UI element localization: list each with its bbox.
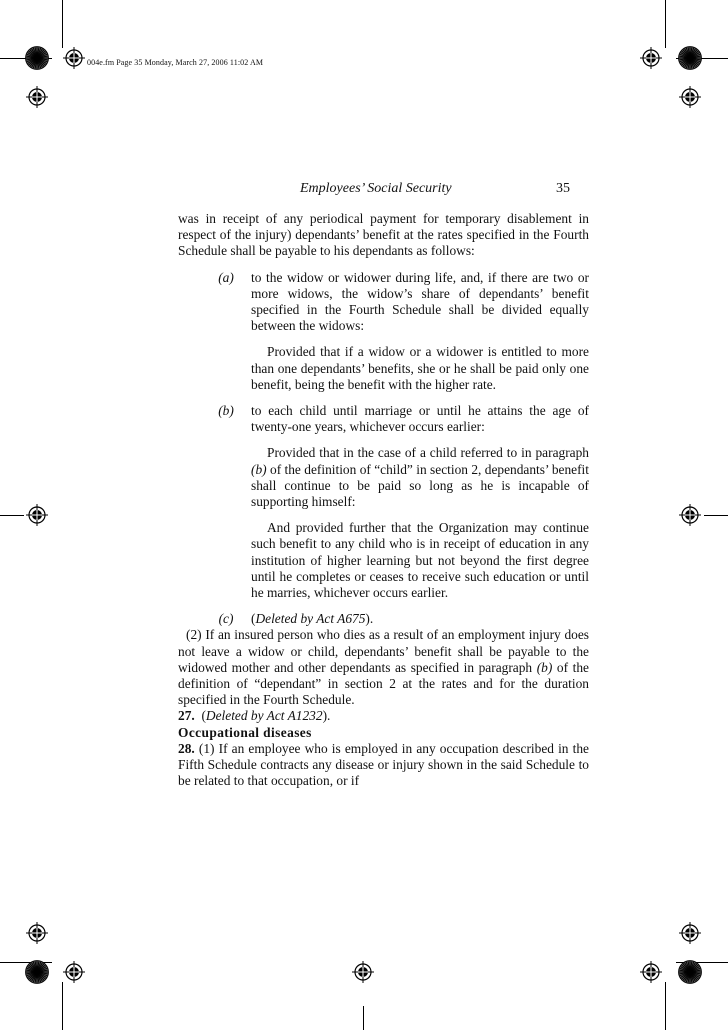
registration-target-icon	[679, 504, 701, 531]
registration-target-icon	[640, 961, 662, 988]
starburst-target-icon	[25, 46, 49, 75]
subsection-2-before: (2) If an insured person who dies as a result of an employment injury does not leave a widow or child, dependants’ benefit shall be payable to the widowed mother and other dependants as specified in paragraph	[178, 627, 589, 675]
subsection-2-reference: (b)	[536, 659, 553, 675]
registration-target-icon	[352, 961, 374, 988]
item-b-label: (b)	[218, 403, 234, 419]
section-28-text: (1) If an employee who is employed in any occupation described in the Fifth Schedule contracts any disease or injury shown in the said Schedule to be related to that occupation, or if	[178, 740, 589, 789]
item-c	[178, 611, 589, 627]
section-27	[178, 708, 589, 724]
item-c-open: (	[251, 611, 256, 627]
item-c-label: (c)	[218, 611, 234, 627]
running-title: Employees’ Social Security	[300, 181, 452, 196]
registration-target-icon	[679, 922, 701, 949]
section-heading: Occupational diseases	[178, 724, 312, 740]
item-c-close: ).	[365, 611, 374, 627]
crop-line	[665, 0, 666, 48]
item-a-label: (a)	[218, 269, 234, 285]
crop-line	[704, 515, 728, 516]
subsection-2-after: of the definition of “dependant” in section 2 at the rates and for the duration specified in the Fourth Schedule.	[178, 659, 589, 708]
running-head	[178, 181, 589, 199]
registration-target-icon	[63, 47, 85, 74]
item-c-text	[251, 611, 589, 627]
item-b	[178, 403, 589, 435]
registration-target-icon	[26, 504, 48, 531]
starburst-target-icon	[678, 46, 702, 75]
proviso-text-before: Provided that in the case of a child referred to in paragraph	[267, 445, 589, 461]
item-b-proviso-1-text	[251, 445, 589, 510]
item-b-text: to each child until marriage or until he attains the age of twenty-one years, whichever occurs earlier:	[251, 403, 589, 435]
item-a-proviso	[178, 344, 589, 393]
section-27-number: 27.	[178, 708, 195, 724]
section-27-deleted-note: Deleted by Act A1232	[205, 708, 323, 724]
paragraph-reference: (b)	[251, 461, 267, 477]
crop-line	[363, 1006, 364, 1030]
item-a-proviso-text: Provided that if a widow or a widower is entitled to more than one dependants’ benefits, she or he shall be paid only one benefit, being the benefit with the higher rate.	[251, 344, 589, 392]
item-a	[178, 270, 589, 335]
page-body	[178, 211, 589, 790]
registration-target-icon	[679, 86, 701, 113]
registration-target-icon	[640, 47, 662, 74]
crop-line	[0, 515, 24, 516]
section-28	[178, 741, 589, 790]
print-slug: 004e.fm Page 35 Monday, March 27, 2006 11:02 AM	[87, 58, 264, 67]
item-b-proviso-1	[178, 445, 589, 510]
proviso-text-after: of the definition of “child” in section 2, dependants’ benefit shall continue to be paid so long as he is incapable of supporting himself:	[251, 461, 589, 510]
registration-target-icon	[26, 86, 48, 113]
section-27-open: (	[201, 708, 206, 724]
section-28-number: 28.	[178, 740, 195, 756]
crop-line	[62, 982, 63, 1030]
subsection-2	[178, 627, 589, 708]
crop-line	[665, 982, 666, 1030]
page-number: 35	[556, 181, 570, 196]
registration-target-icon	[63, 961, 85, 988]
registration-target-icon	[26, 922, 48, 949]
starburst-target-icon	[678, 960, 702, 989]
item-a-text: to the widow or widower during life, and, if there are two or more widows, the widow’s share of dependants’ benefit specified in the Fourth Schedule shall be divided equally between the widows:	[251, 269, 589, 334]
item-c-deleted-note: Deleted by Act A675	[255, 611, 366, 627]
item-b-proviso-2	[178, 520, 589, 601]
intro-paragraph: was in receipt of any periodical payment for temporary disablement in respect of the injury) dependants’ benefit at the rates specified in the Fourth Schedule shall be payable to his dependants as follows:	[178, 211, 589, 259]
crop-line	[62, 0, 63, 48]
item-b-proviso-2-text: And provided further that the Organization may continue such benefit to any child who is in receipt of education in any institution of higher learning but not beyond the first degree until he completes or ceases to receive such education or until he marries, whichever occurs earlier.	[251, 520, 589, 601]
starburst-target-icon	[25, 960, 49, 989]
section-27-close: ).	[322, 708, 331, 724]
